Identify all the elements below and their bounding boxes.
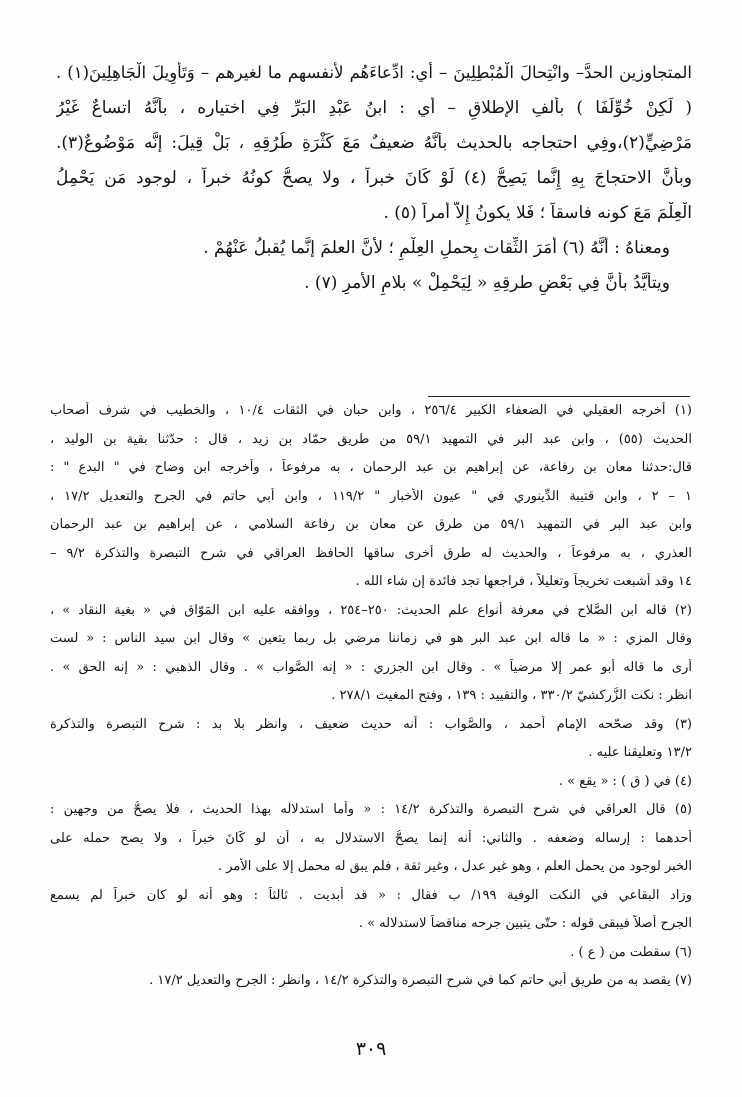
footnote-line: العذري ، به مرفوعاً ، والحديث له طرق أخرى ساقها الحافظ العراقي في شرح التبصرة والتذكرة ٩/٢ – [50, 545, 692, 561]
main-line: المتجاوزين الحدَّ– وانْتِحالَ الْمُبْطِلِينَ – أي: ادِّعاءَهُم لأنفسهم ما لغيرهم – وَتَأْوِيلَ الْجَاهِلِينَ(١) . [56, 63, 692, 82]
main-line: ويتأيَّدُ بأنَّ فِي بَعْضِ طرقِهِ « لِيَحْمِلْ » بلامِ الأمرِ (٧) . [304, 273, 670, 293]
footnote-line: (٥) قال العراقي في شرح التبصرة والتذكرة ١٤/٢ : « وأما استدلاله بهذا الحديث ، فلا يصحُّ من وجهين : [50, 802, 692, 817]
main-line: مَرْضِيٍّ(٢)،وفِي احتجاجه بالحديث بأنَّهُ ضعيفٌ مَعَ كَثْرَةِ طُرُقِهِ ، بَلْ قِيلَ: إنَّه مَوْضُوعٌ(٣). [56, 133, 692, 153]
footnote-line: (٧) يقصد به من طريق أبي حاتم كما في شرح التبصرة والتذكرة ١٤/٢ ، وانظر : الجرح والتعديل ١٧/٢ . [149, 973, 692, 988]
main-line: وبأنَّ الاحتجاجَ بِهِ إِنَّما يَصِحُّ (٤) لَوْ كَانَ خبراً ، ولا يصحُّ كونُهُ خبراً ، لوجود مَن يَحْمِلُ [56, 168, 692, 188]
main-line: ( لَكِنْ خُوِّلَفَا ) بألفِ الإطلاقِ – أي : ابنُ عَبْدِ البَرِّ فِي اختياره ، بأنَّهُ اتساعٌ غَيْرُ [56, 98, 692, 118]
footnote-separator [428, 396, 690, 397]
footnote-line: (٦) سقطت من ( ع ) . [570, 944, 692, 960]
footnote-line: الخبر لوجود من يحمل العلم ، وهو غير عدل ، وغير ثقة ، فلم يبق له محمل إلا على الأمر . [217, 859, 692, 874]
footnote-line: قال:حدثنا معان بن رفاعة، عن إبراهيم بن عبد الرحمان ، به مرفوعاً ، وأخرجه ابن وضاح في " البدع " : [50, 460, 692, 475]
footnotes-block [50, 402, 692, 1001]
main-line: ومعناهُ : أنَّهُ (٦) أَمَرَ الثِّقات بِحملِ العِلْمِ ؛ لأنَّ العلمَ إنَّما يُقبلُ عَنْهُمْ . [203, 238, 670, 258]
footnote-line: ١٤ وقد أشبعت تخريجاً وتعليلاً ، فراجعها تجد فائدة إن شاء الله . [355, 574, 692, 589]
page-number: ٣٠٩ [355, 1038, 387, 1060]
footnote-line: (١) أخرجه العقيلي في الضعفاء الكبير ٢٥٦/٤ ، وابن حبان في الثقات ١٠/٤ ، والخطيب في شرف أصحاب [50, 403, 692, 418]
footnote-line: أرى ما قاله أبو عمر إلا مرضياً » . وقال ابن الجزري : « إنه الصَّواب » . وقال الذهبي : « إنه الحق » . [50, 659, 692, 675]
footnote-line: أحدهما : إرساله وضعفه . والثاني: أنه إنما يصحُّ الاستدلال به ، أن لو كَانَ خبراً ، ولا يصح حمله على [50, 830, 692, 846]
footnote-line: الحديث (٥٥) ، وابن عبد البر في التمهيد ٥٩/١ من طريق حمّاد بن زيد ، قال : حدّثنا بقية بن الوليد ، [50, 431, 692, 447]
main-text-block [56, 62, 692, 307]
footnote-line: وقال المزي : « ما قاله ابن عبد البر هو في زماننا مرضي بل ربما يتعين » وقال ابن سيد الناس : « لست [50, 631, 692, 646]
footnote-line: ١٣/٢ وتعليقنا عليه . [588, 745, 692, 760]
footnote-line: ١ – ٢ ، وابن قتيبة الدِّينوري في " عيون الأخبار " ١١٩/٢ ، وابن أبي حاتم في الجرح والتعديل ١٧/٢ ، [50, 488, 692, 504]
footnote-line: (٣) وقد صحّحه الإمام أحمد ، والصَّواب : أنه حديث ضعيف ، وانظر بلا بد : شرح التبصرة والتذكرة [50, 716, 692, 732]
footnote-line: وزاد البقاعي في النكت الوفية ١٩٩/ ب فقال : « قد أبديت . ثالثاً : وهو أنه لو كان خبراً لم يسمع [50, 887, 692, 903]
footnote-line: (٤) في ( ق ) : « يقع » . [558, 773, 692, 789]
footnote-line: (٢) قاله ابن الصَّلاح في معرفة أنواع علم الحديث: ٢٥٠–٢٥٤ ، ووافقه عليه ابن المَوّاق في « بغية النقاد » ، [50, 602, 692, 618]
footnote-line: انظر : نكت الزَّركشيّ ٣٣٠/٢ ، والتقييد : ١٣٩ ، وفتح المغيث ٢٧٨/١ . [331, 688, 692, 703]
footnote-line: وابن عبد البر في التمهيد ٥٩/١ من طرق عن معان بن رفاعة السلامي ، عن إبراهيم بن عبد الرحمان [50, 517, 692, 532]
footnote-line: الجرح أصلاً فيبقى قوله : حتّى يتبين جرحه مناقضاً لاستدلاله » . [358, 916, 692, 931]
main-line: الْعِلْمَ مَعَ كونه فاسقاً ؛ فَلا يكونُ إِلاَّ أمراً (٥) . [383, 203, 692, 223]
